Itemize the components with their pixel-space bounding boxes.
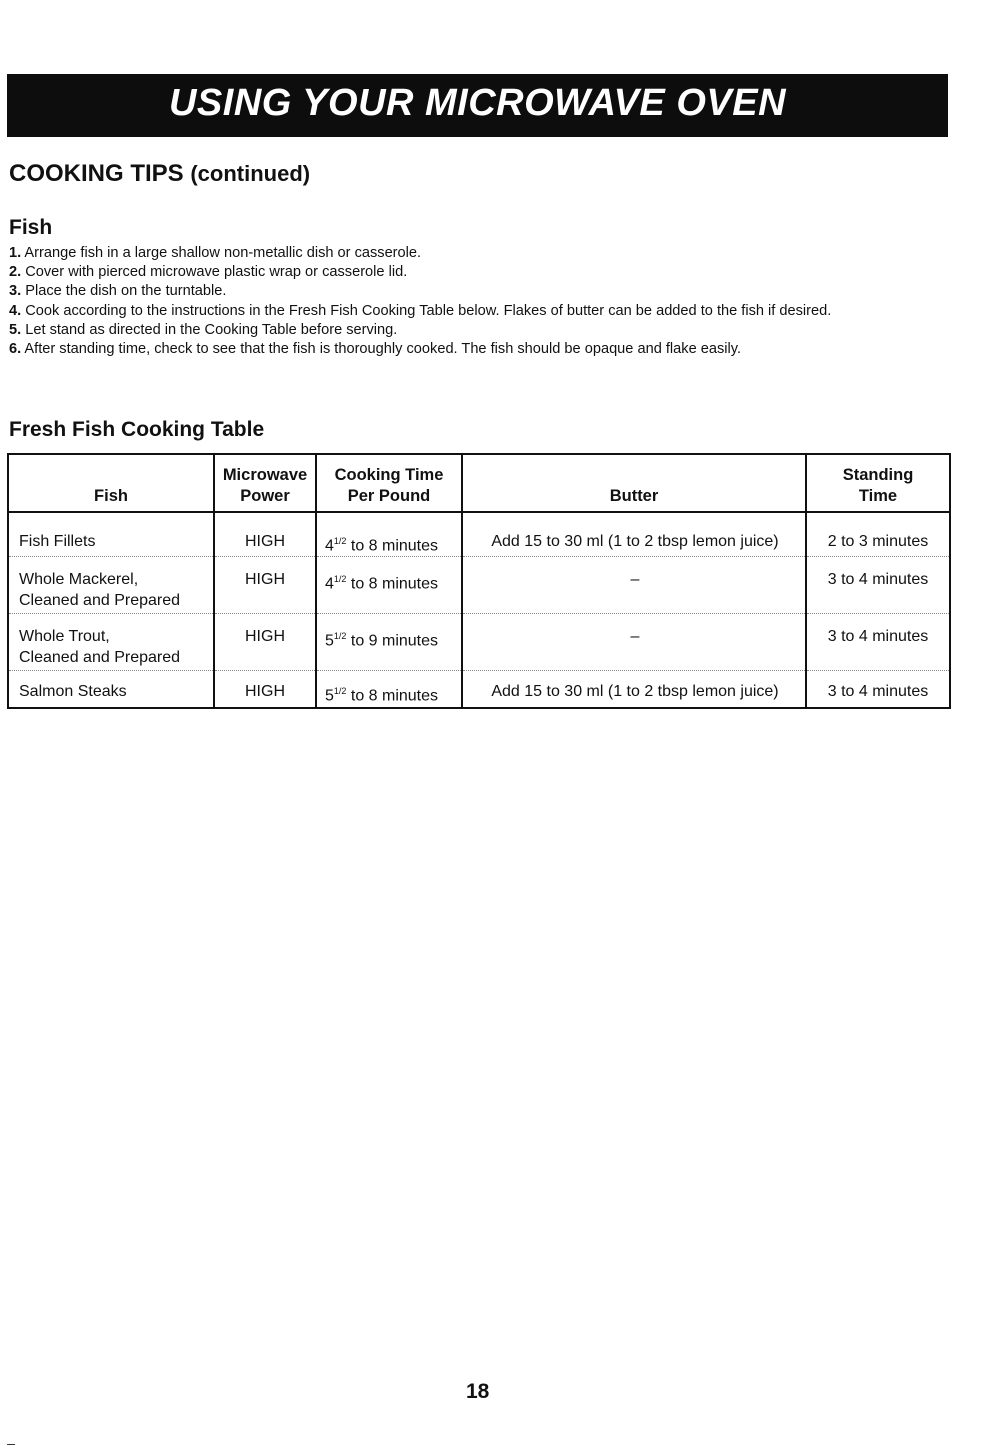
step-item — [9, 282, 944, 301]
corner-mark — [7, 1444, 15, 1445]
cell-butter: – — [462, 557, 806, 614]
page-banner — [7, 74, 948, 137]
header-cooking-time: Cooking Time Per Pound — [316, 454, 462, 512]
cell-fish: Salmon Steaks — [19, 683, 127, 701]
cell-standing-time: 3 to 4 minutes — [806, 614, 950, 671]
step-number: 6. — [9, 341, 22, 358]
step-number: 5. — [9, 321, 22, 338]
cell-power: HIGH — [214, 671, 316, 709]
step-item — [9, 263, 944, 282]
step-text: After standing time, check to see that the fish is thoroughly cooked. The fish should be opaque and flake easily. — [24, 341, 742, 358]
step-item — [9, 340, 944, 359]
step-item — [9, 244, 944, 263]
fish-steps-list — [9, 244, 944, 359]
step-item — [9, 302, 944, 321]
step-number: 1. — [9, 245, 22, 261]
step-text: Place the dish on the turntable. — [25, 283, 227, 300]
step-text: Arrange fish in a large shallow non-metallic dish or casserole. — [24, 245, 422, 261]
cell-cooking-time: $5^{1/2}$ to 9 minutes — [316, 614, 462, 671]
page-number: 18 — [466, 1380, 490, 1403]
fish-heading: Fish — [9, 216, 53, 239]
cell-power: HIGH — [214, 512, 316, 557]
header-power: Microwave Power — [214, 454, 316, 512]
table-row — [8, 512, 950, 557]
header-fish: Fish — [8, 454, 214, 512]
cell-cooking-time: $4^{1/2}$ to 8 minutes — [316, 512, 462, 557]
fish-cooking-table — [7, 453, 951, 709]
step-item — [9, 321, 944, 340]
cell-butter: Add 15 to 30 ml (1 to 2 tbsp lemon juice) — [462, 512, 806, 557]
cell-cooking-time: $5^{1/2}$ to 8 minutes — [316, 671, 462, 709]
cell-cooking-time: $4^{1/2}$ to 8 minutes — [316, 557, 462, 614]
step-text: Let stand as directed in the Cooking Table before serving. — [25, 321, 398, 338]
header-butter: Butter — [462, 454, 806, 512]
banner-title: USING YOUR MICROWAVE OVEN — [168, 82, 787, 124]
step-text: Cook according to the instructions in the Fresh Fish Cooking Table below. Flakes of butter can be added to the fish if desired. — [25, 302, 832, 319]
header-standing-time: Standing Time — [806, 454, 950, 512]
cell-standing-time: 3 to 4 minutes — [806, 671, 950, 709]
cell-power: HIGH — [214, 557, 316, 614]
table-row — [8, 671, 950, 709]
cell-power: HIGH — [214, 614, 316, 671]
step-number: 3. — [9, 283, 22, 300]
table-row — [8, 614, 950, 671]
section-title — [9, 160, 310, 188]
table-header-row — [8, 454, 950, 512]
cell-standing-time: 2 to 3 minutes — [806, 512, 950, 557]
table-heading: Fresh Fish Cooking Table — [9, 418, 265, 441]
section-title-continued: (continued) — [190, 161, 311, 186]
cell-butter: Add 15 to 30 ml (1 to 2 tbsp lemon juice) — [462, 671, 806, 709]
step-number: 4. — [9, 302, 22, 319]
step-text: Cover with pierced microwave plastic wrap or casserole lid. — [25, 264, 408, 281]
cell-standing-time: 3 to 4 minutes — [806, 557, 950, 614]
cell-butter: – — [462, 614, 806, 671]
cell-fish: Whole Mackerel, Cleaned and Prepared — [8, 557, 214, 614]
table-row — [8, 557, 950, 614]
cell-fish: Whole Trout, Cleaned and Prepared — [8, 614, 214, 671]
step-number: 2. — [9, 264, 22, 281]
cell-fish: Fish Fillets — [8, 512, 214, 557]
section-title-text: COOKING TIPS — [9, 160, 184, 187]
